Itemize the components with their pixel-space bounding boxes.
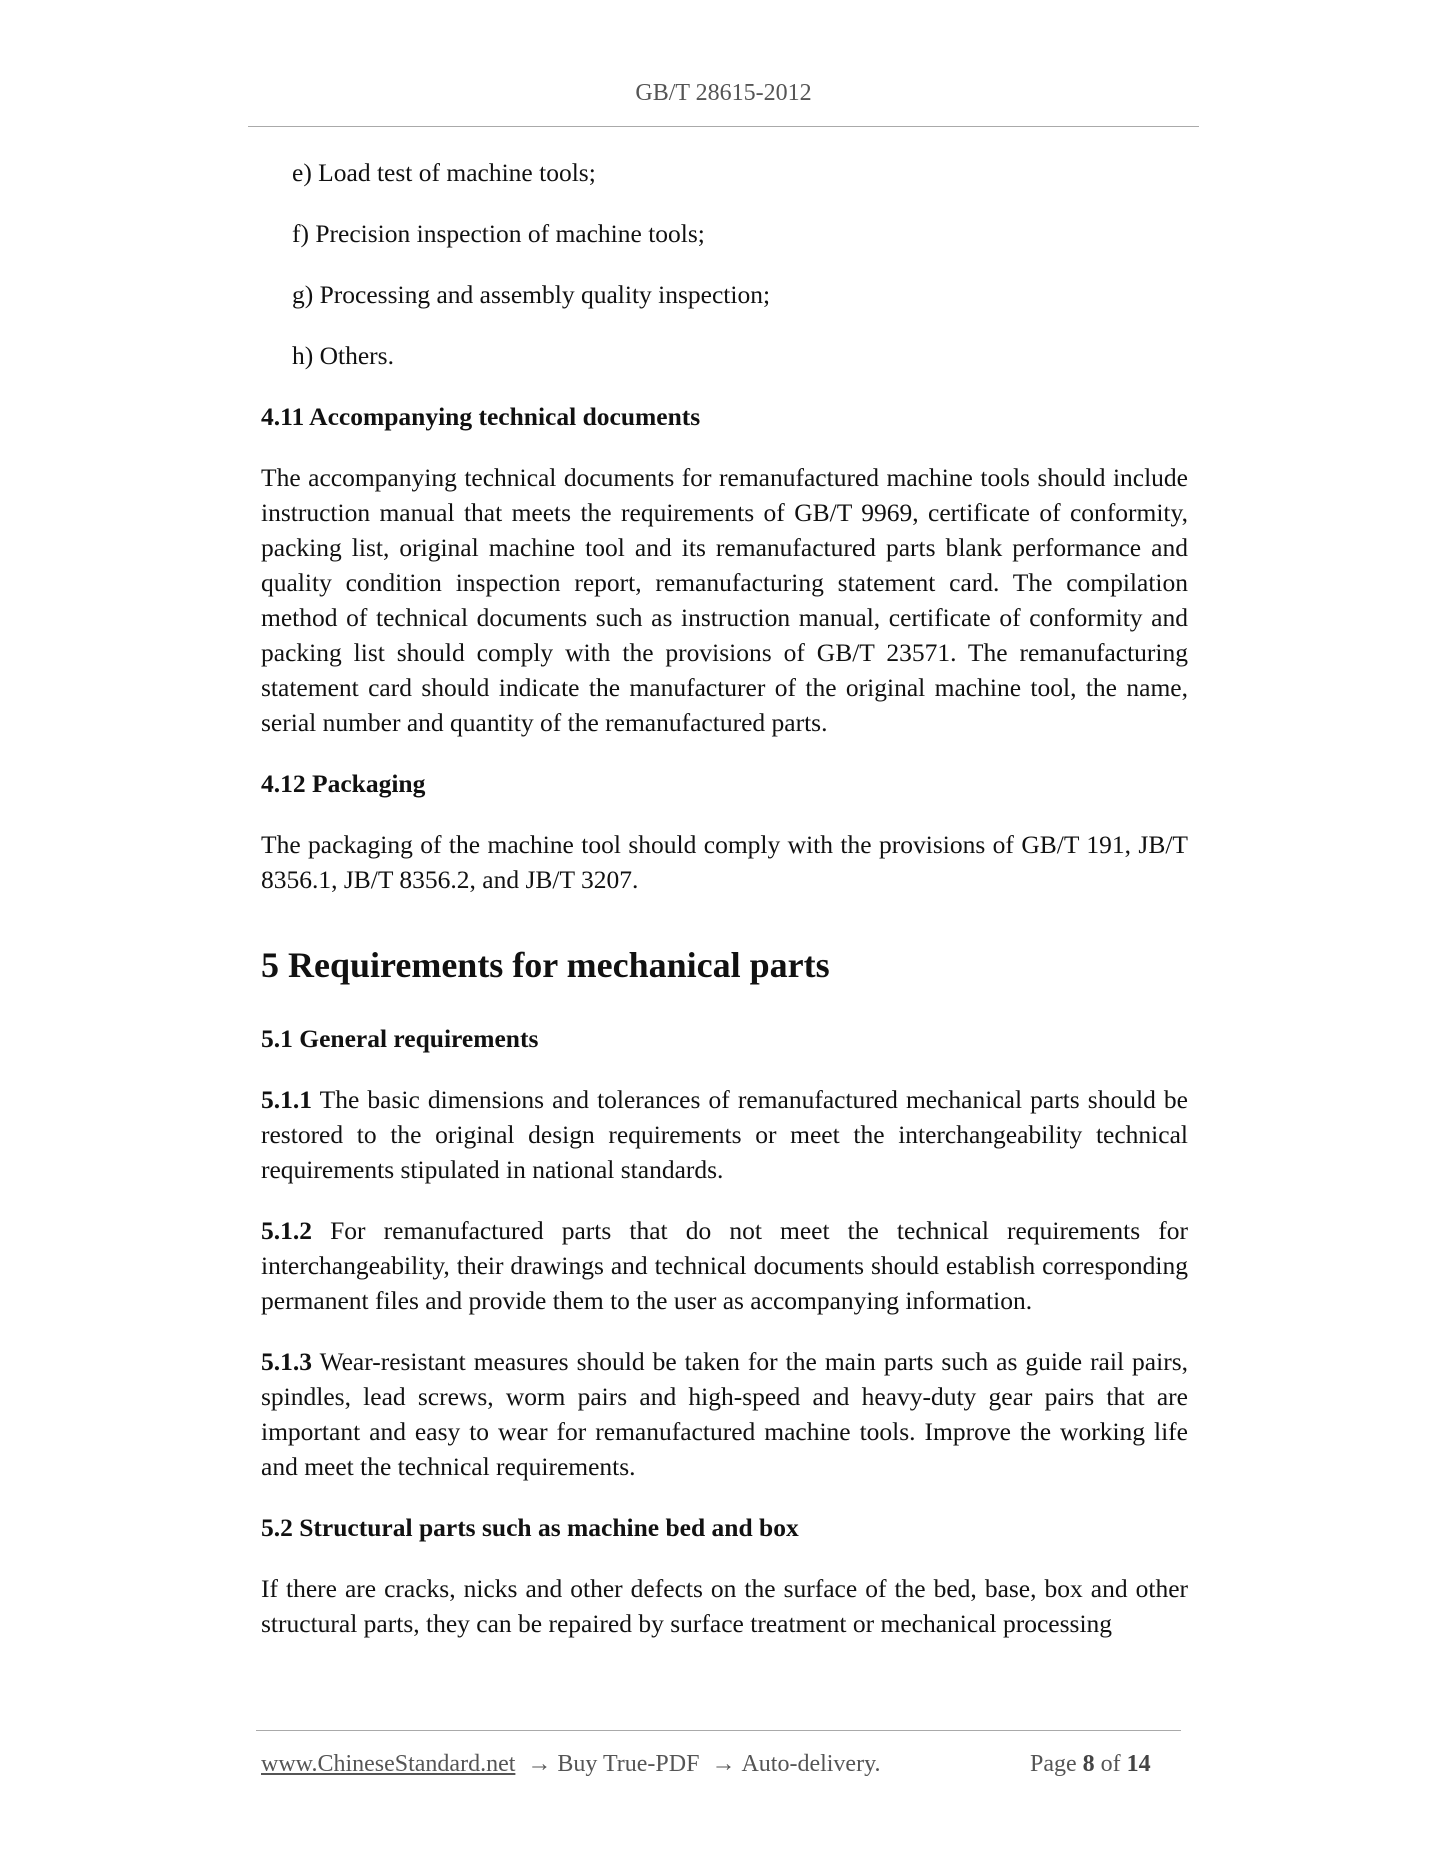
clause-text: Wear-resistant measures should be taken for the main parts such as guide rail pairs, spindles, lead screws, worm pairs and high-speed and heavy-duty gear pairs that are important and easy to wear for remanufactured machine tools. Improve the working life and meet the technical requirements.: [261, 1347, 1188, 1481]
page-number: 8: [1082, 1751, 1095, 1777]
clause-number: 5.1.3: [261, 1347, 312, 1376]
header-doc-id: GB/T 28615-2012: [635, 80, 812, 106]
of-label: of: [1100, 1751, 1121, 1777]
list-item: e) Load test of machine tools;: [292, 158, 596, 187]
page-label: Page: [1030, 1751, 1077, 1777]
clause-5-1-3: [261, 1344, 1188, 1484]
page-indicator: [1030, 1751, 1157, 1778]
arrow-right-icon: →: [527, 1751, 552, 1777]
clause-5-1-2: [261, 1213, 1188, 1318]
list-item: g) Processing and assembly quality inspection;: [292, 280, 771, 309]
footer-promo: [261, 1751, 881, 1778]
clause-number: 5.1.1: [261, 1085, 312, 1114]
auto-delivery-text: Auto-delivery.: [741, 1751, 881, 1777]
section-5-2-title: 5.2 Structural parts such as machine bed and box: [261, 1513, 799, 1542]
clause-5-1-1: [261, 1082, 1188, 1187]
footer-divider: [256, 1730, 1181, 1731]
header-divider: [248, 126, 1199, 127]
section-4-11-title: 4.11 Accompanying technical documents: [261, 402, 701, 431]
page-total: 14: [1126, 1751, 1151, 1777]
arrow-right-icon: →: [711, 1751, 736, 1777]
clause-text: For remanufactured parts that do not meet the technical requirements for interchangeability, their drawings and technical documents should establish corresponding permanent files and provide them to the user as accompanying information.: [261, 1216, 1189, 1315]
website-link[interactable]: www.ChineseStandard.net: [261, 1751, 516, 1777]
list-item: h) Others.: [292, 341, 394, 370]
page-content: [261, 155, 1188, 1667]
clause-number: 5.1.2: [261, 1216, 312, 1245]
section-5-title: 5 Requirements for mechanical parts: [261, 945, 830, 985]
buy-pdf-text: Buy True-PDF: [557, 1751, 700, 1777]
section-5-1-title: 5.1 General requirements: [261, 1024, 539, 1053]
section-5-2-body: If there are cracks, nicks and other defects on the surface of the bed, base, box and other structural parts, they can be repaired by surface treatment or mechanical processing: [261, 1574, 1188, 1638]
section-4-11-body: The accompanying technical documents for remanufactured machine tools should include instruction manual that meets the requirements of GB/T 9969, certificate of conformity, packing list, original machine tool and its remanufactured parts blank performance and quality condition inspection report, remanufacturing statement card. The compilation method of technical documents such as instruction manual, certificate of conformity and packing list should comply with the provisions of GB/T 23571. The remanufacturing statement card should indicate the manufacturer of the original machine tool, the name, serial number and quantity of the remanufactured parts.: [261, 463, 1188, 737]
list-item: f) Precision inspection of machine tools;: [292, 219, 705, 248]
section-4-12-body: The packaging of the machine tool should comply with the provisions of GB/T 191, JB/T 8356.1, JB/T 8356.2, and JB/T 3207.: [261, 830, 1188, 894]
section-4-12-title: 4.12 Packaging: [261, 769, 426, 798]
clause-text: The basic dimensions and tolerances of remanufactured mechanical parts should be restored to the original design requirements or meet the interchangeability technical requirements stipulated in national standards.: [261, 1085, 1188, 1184]
